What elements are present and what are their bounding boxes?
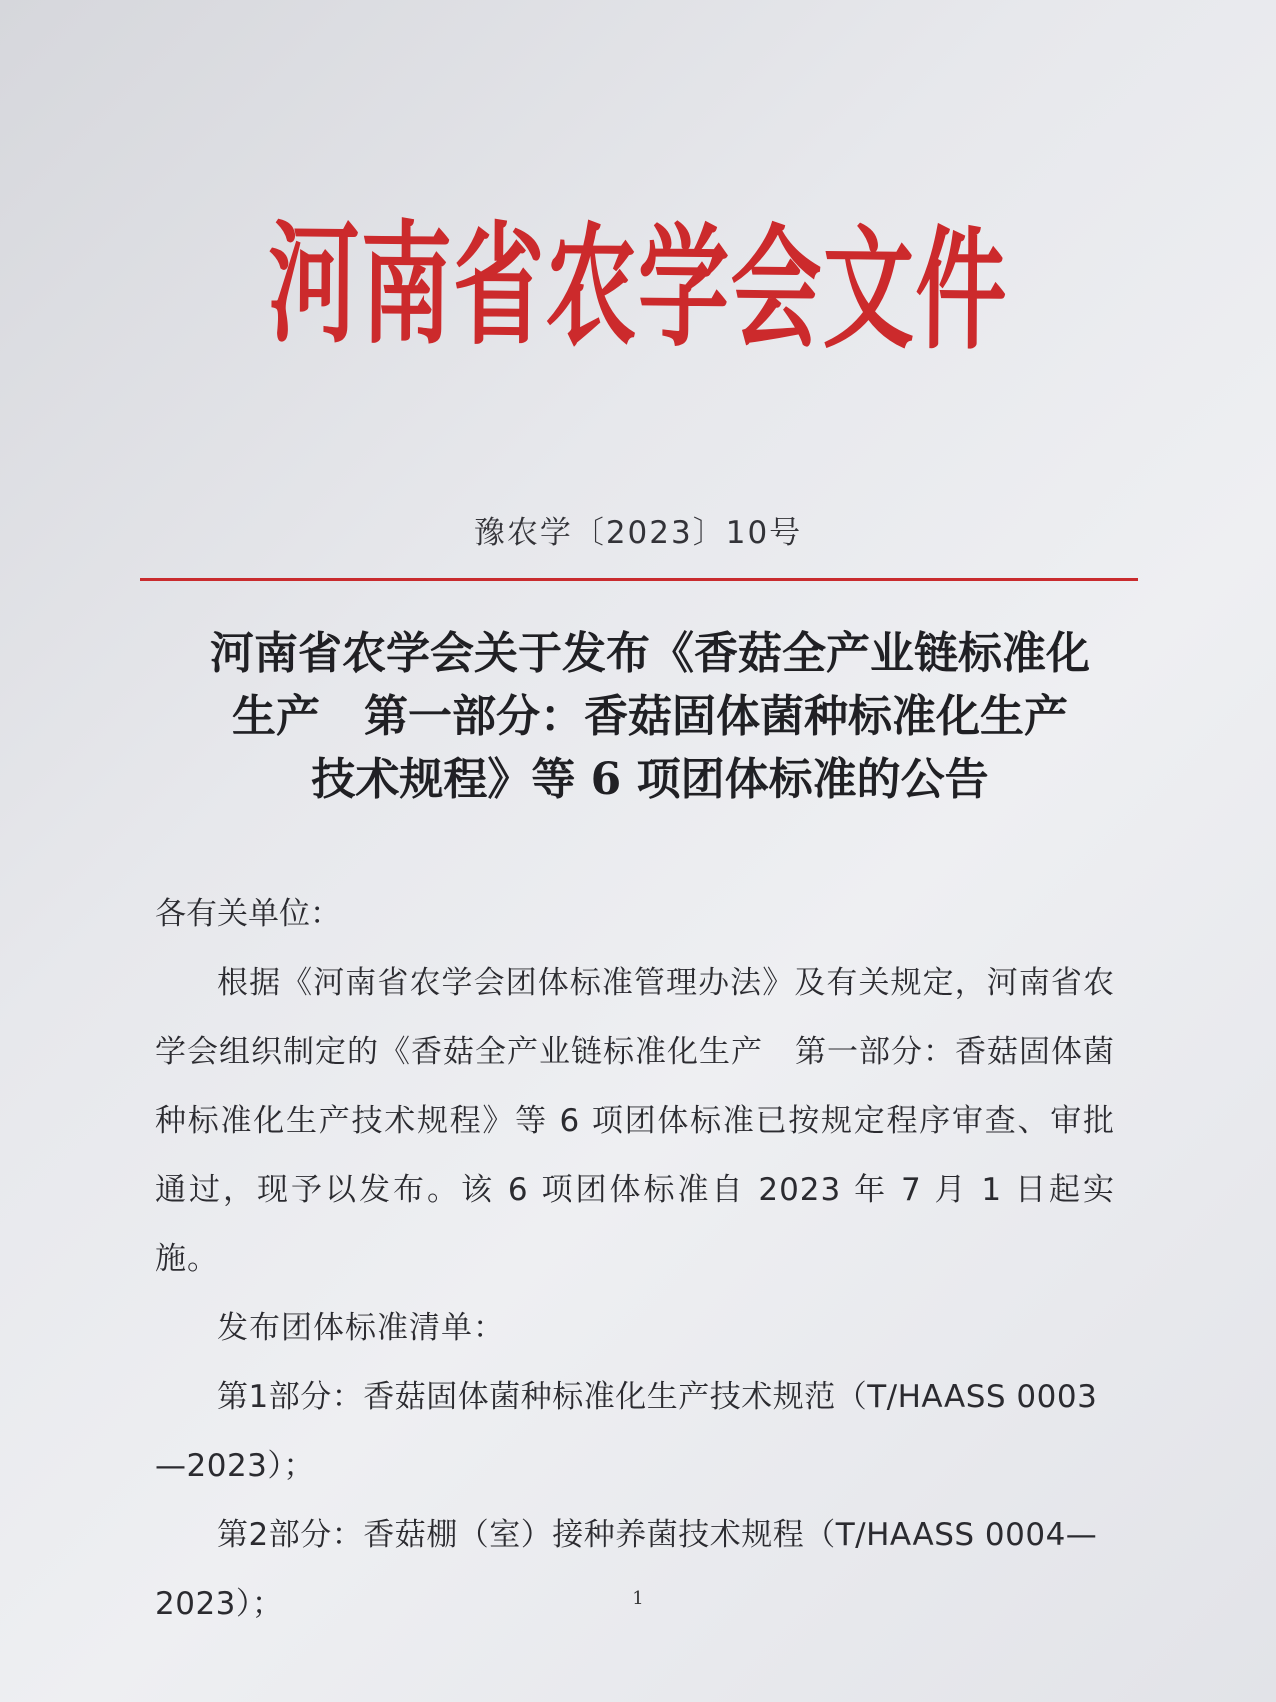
standard-item-1: 第1部分：香菇固体菌种标准化生产技术规范（T/HAASS 0003—2023）； [155, 1379, 1098, 1484]
standards-list-heading: 发布团体标准清单： [217, 1310, 505, 1346]
main-paragraph: 根据《河南省农学会团体标准管理办法》及有关规定，河南省农学会组织制定的《香菇全产业链标准化生产 第一部分：香菇固体菌种标准化生产技术规程》等 6 项团体标准已按规定程序审查、审批通过，现予以发布。该 6 项团体标准自 2023 年 7 月 1 日起实施。 [155, 965, 1115, 1277]
salutation: 各有关单位： [155, 896, 341, 932]
title-line-3: 技术规程》等 6 项团体标准的公告 [311, 754, 989, 805]
notice-title [110, 622, 1190, 811]
standard-item-2: 第2部分：香菇棚（室）接种养菌技术规程（T/HAASS 0004—2023）； [155, 1517, 1098, 1622]
notice-body [155, 880, 1115, 1639]
red-divider-line [140, 578, 1138, 581]
page-number: 1 [632, 1588, 644, 1609]
title-line-2: 生产 第一部分：香菇固体菌种标准化生产 [232, 691, 1068, 742]
masthead-title: 河南省农学会文件 [267, 206, 1009, 369]
title-line-1: 河南省农学会关于发布《香菇全产业链标准化 [210, 628, 1090, 679]
document-number: 豫农学〔2023〕10号 [473, 515, 803, 551]
